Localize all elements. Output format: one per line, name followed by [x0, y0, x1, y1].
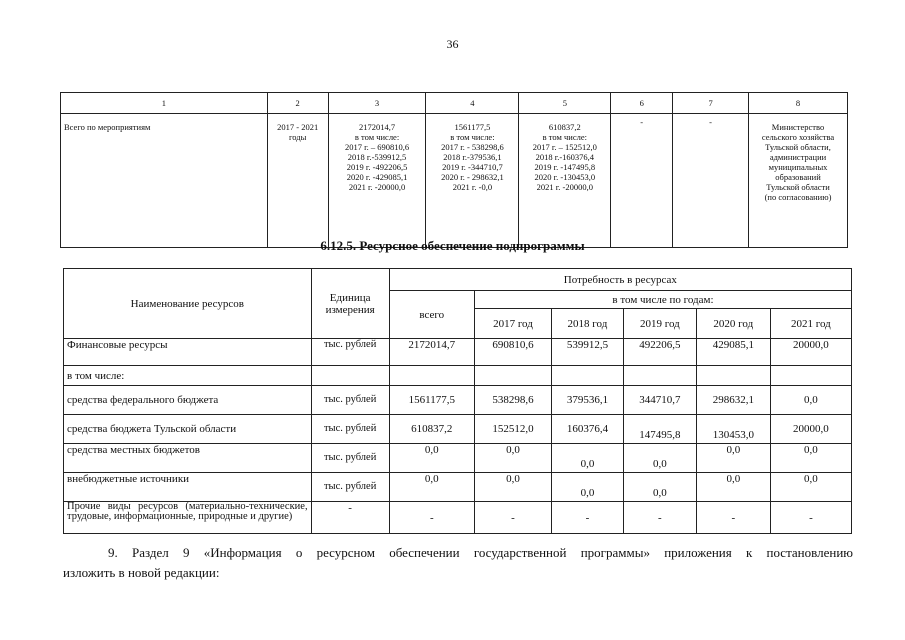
row-label: в том числе: — [64, 366, 312, 386]
dash-cell: - — [673, 114, 749, 248]
row-label: средства бюджета Тульской области — [64, 415, 312, 444]
body-paragraph — [63, 543, 853, 583]
row-label: средства местных бюджетов — [64, 444, 312, 473]
row-value: 147495,8 — [623, 415, 696, 444]
row-value: 0,0 — [623, 473, 696, 502]
row-total: 0,0 — [389, 444, 474, 473]
dash-cell: - — [611, 114, 673, 248]
table-row — [64, 444, 852, 473]
cell-line: 2020 г. - 298632,1 — [441, 172, 504, 182]
regional-cell — [519, 114, 611, 248]
row-value: 0,0 — [770, 444, 851, 473]
row-value: - — [770, 502, 851, 534]
period-line: годы — [288, 132, 307, 142]
cell-line: 2172014,7 — [358, 122, 396, 132]
cell-line: 2017 г. – 152512,0 — [532, 142, 597, 152]
table-row — [61, 114, 848, 248]
cell-line: образований — [775, 172, 821, 182]
row-value: - — [696, 502, 770, 534]
row-unit: тыс. рублей — [311, 415, 389, 444]
cell-line: Министерство — [771, 122, 825, 132]
row-value: - — [551, 502, 623, 534]
header-cell: 6 — [611, 93, 673, 114]
row-value: 0,0 — [770, 473, 851, 502]
row-unit — [311, 366, 389, 386]
header-name: Наименование ресурсов — [64, 269, 312, 339]
header-year: 2019 год — [623, 309, 696, 339]
resources-table — [63, 268, 852, 534]
header-year: 2017 год — [474, 309, 551, 339]
header-cell: 8 — [749, 93, 848, 114]
section-title: 6.12.5. Ресурсное обеспечение подпрограммы — [320, 238, 585, 253]
table-row — [64, 415, 852, 444]
row-value: 130453,0 — [696, 415, 770, 444]
row-label: средства федерального бюджета — [64, 386, 312, 415]
row-value: 160376,4 — [551, 415, 623, 444]
header-year: 2018 год — [551, 309, 623, 339]
cell-line: в том числе: — [354, 132, 400, 142]
table-header-row — [61, 93, 848, 114]
row-value: 152512,0 — [474, 415, 551, 444]
row-value: 0,0 — [551, 444, 623, 473]
cell-line: 1561177,5 — [454, 122, 491, 132]
row-value: 379536,1 — [551, 386, 623, 415]
table-row — [64, 473, 852, 502]
table-row — [64, 502, 852, 534]
federal-cell — [426, 114, 519, 248]
cell-line: 2017 г. – 690810,6 — [344, 142, 410, 152]
row-value: 0,0 — [623, 444, 696, 473]
row-value — [551, 366, 623, 386]
row-value: 429085,1 — [696, 339, 770, 366]
row-value — [623, 366, 696, 386]
cell-line: в том числе: — [450, 132, 495, 142]
row-unit: - — [311, 502, 389, 534]
cell-line: 2021 г. -20000,0 — [348, 182, 406, 192]
row-total: 0,0 — [389, 473, 474, 502]
row-value: 0,0 — [551, 473, 623, 502]
table-row — [64, 366, 852, 386]
row-total: 610837,2 — [389, 415, 474, 444]
row-value: 539912,5 — [551, 339, 623, 366]
cell-line: 2018 г.-539912,5 — [347, 152, 407, 162]
row-value: 0,0 — [696, 444, 770, 473]
header-cell: 1 — [61, 93, 268, 114]
header-cell: 4 — [426, 93, 519, 114]
header-unit: Единица измерения — [311, 269, 389, 339]
cell-line: 2020 г. -130453,0 — [534, 172, 596, 182]
row-total: 2172014,7 — [389, 339, 474, 366]
cell-line: 2021 г. -20000,0 — [536, 182, 593, 192]
cell-line: (по согласованию) — [764, 192, 832, 202]
cell-line: муниципальных — [768, 162, 828, 172]
header-total: всего — [389, 291, 474, 339]
row-value — [770, 366, 851, 386]
header-cell: 2 — [267, 93, 328, 114]
cell-line: 2018 г.-160376,4 — [535, 152, 595, 162]
row-value: 298632,1 — [696, 386, 770, 415]
row-value: 492206,5 — [623, 339, 696, 366]
row-unit: тыс. рублей — [311, 473, 389, 502]
cell-line: 2019 г. -344710,7 — [442, 162, 503, 172]
cell-line: 2019 г. -492206,5 — [346, 162, 408, 172]
row-value: 20000,0 — [770, 339, 851, 366]
row-total: - — [389, 502, 474, 534]
row-value: 538298,6 — [474, 386, 551, 415]
header-cell: 3 — [328, 93, 426, 114]
table-header-row — [64, 269, 852, 291]
row-value: 20000,0 — [770, 415, 851, 444]
cell-line: сельского хозяйства — [761, 132, 835, 142]
row-value: 0,0 — [770, 386, 851, 415]
total-cell — [328, 114, 426, 248]
header-cell: 5 — [519, 93, 611, 114]
row-value — [474, 366, 551, 386]
row-value: - — [474, 502, 551, 534]
cell-line: 610837,2 — [548, 122, 581, 132]
summary-table — [60, 92, 848, 248]
row-value: 0,0 — [474, 444, 551, 473]
cell-line: Тульской области, — [765, 142, 831, 152]
row-unit: тыс. рублей — [311, 339, 389, 366]
cell-line: 2019 г. -147495,8 — [534, 162, 596, 172]
row-value: 0,0 — [696, 473, 770, 502]
row-label: Финансовые ресурсы — [64, 339, 312, 366]
table-row — [64, 339, 852, 366]
period-cell — [267, 114, 328, 248]
period-line: 2017 - 2021 — [277, 122, 319, 132]
row-unit: тыс. рублей — [311, 444, 389, 473]
cell-line: 2018 г.-379536,1 — [443, 152, 502, 162]
header-cell: 7 — [673, 93, 749, 114]
header-need: Потребность в ресурсах — [389, 269, 851, 291]
row-value: 690810,6 — [474, 339, 551, 366]
row-label: внебюджетные источники — [64, 473, 312, 502]
row-value: 344710,7 — [623, 386, 696, 415]
row-unit: тыс. рублей — [311, 386, 389, 415]
paragraph-line: изложить в новой редакции: — [63, 565, 220, 580]
cell-line: 2020 г. -429085,1 — [346, 172, 408, 182]
cell-line: Тульской области — [766, 182, 830, 192]
row-name: Всего по мероприятиям — [61, 114, 268, 248]
cell-line: в том числе: — [542, 132, 587, 142]
row-total — [389, 366, 474, 386]
row-value: 0,0 — [474, 473, 551, 502]
row-value: - — [623, 502, 696, 534]
header-by-years: в том числе по годам: — [474, 291, 851, 309]
cell-line: администрации — [769, 152, 827, 162]
header-year: 2020 год — [696, 309, 770, 339]
page-number: 36 — [446, 37, 459, 51]
header-year: 2021 год — [770, 309, 851, 339]
row-total: 1561177,5 — [389, 386, 474, 415]
cell-line: 2017 г. - 538298,6 — [441, 142, 504, 152]
executor-cell — [749, 114, 848, 248]
row-label: Прочие виды ресурсов (материально-технические, трудовые, информационные, природные и другие) — [64, 502, 312, 534]
cell-line: 2021 г. -0,0 — [452, 182, 493, 192]
row-value — [696, 366, 770, 386]
paragraph-line: 9. Раздел 9 «Информация о ресурсном обеспечении государственной программы» приложения к постановлению — [108, 545, 853, 560]
table-row — [64, 386, 852, 415]
